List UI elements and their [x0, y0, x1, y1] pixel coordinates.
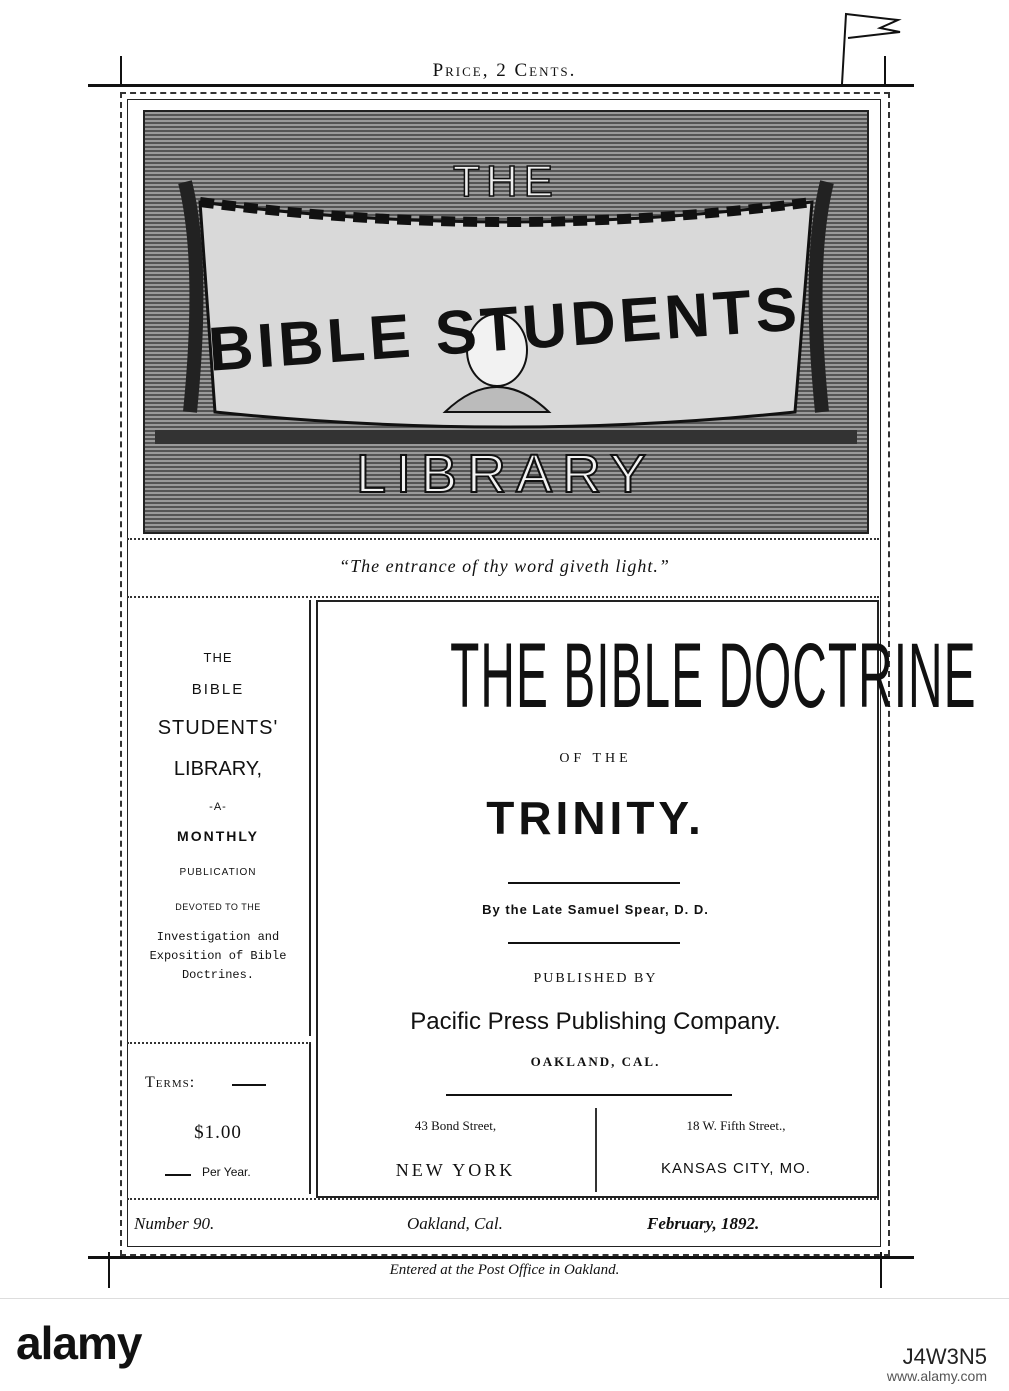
of-the: OF THE [559, 751, 632, 766]
ny-street: 43 Bond Street, [414, 1118, 497, 1133]
top-rule [88, 84, 914, 87]
terms-label: Terms: [145, 1074, 196, 1091]
issue-number: Number 90. [134, 1214, 215, 1233]
subject-title: TRINITY. [486, 792, 705, 844]
masthead-banner [143, 110, 869, 534]
issue-date: February, 1892. [647, 1214, 760, 1233]
masthead-the-text: THE [453, 157, 559, 206]
stock-band [0, 1298, 1009, 1391]
kc-city: KANSAS CITY, MO. [661, 1160, 811, 1177]
sidebar-publication: PUBLICATION [179, 867, 257, 878]
post-office-entry: Entered at the Post Office in Oakland. [389, 1262, 620, 1278]
sidebar-bible: BIBLE [191, 681, 245, 698]
terms-per: Per Year. [202, 1165, 251, 1179]
crop-mark [120, 56, 122, 86]
author-line: By the Late Samuel Spear, D. D. [482, 902, 709, 917]
sidebar-devoted: DEVOTED TO THE [175, 902, 261, 912]
sidebar-monthly: MONTHLY [177, 828, 259, 844]
sidebar-library: LIBRARY, [173, 758, 263, 780]
terms-price: $1.00 [194, 1122, 242, 1143]
terms-per-dash [165, 1174, 191, 1176]
divider [508, 882, 680, 884]
ny-city: NEW YORK [395, 1160, 516, 1180]
divider [446, 1094, 732, 1096]
issue-place: Oakland, Cal. [407, 1214, 503, 1233]
sidebar-description: Investigation and Exposition of Bible Doctrines. [149, 930, 287, 982]
stock-logo: alamy [16, 1317, 142, 1369]
sidebar-the: THE [203, 650, 233, 665]
divider [508, 942, 680, 944]
sidebar-a: -A- [209, 801, 227, 813]
masthead-library-text: LIBRARY [355, 444, 657, 504]
book-title: THE BIBLE DOCTRINE [450, 625, 977, 727]
masthead-title-text: BIBLE STUDENTS [206, 274, 803, 385]
terms-dash [232, 1084, 266, 1086]
motto: “The entrance of thy word giveth light.” [339, 556, 670, 576]
corner-flag-mark [836, 8, 906, 88]
bottom-rule [88, 1256, 914, 1259]
published-by: PUBLISHED BY [533, 971, 658, 986]
sidebar-students: STUDENTS' [157, 717, 279, 739]
stock-url: www.alamy.com [886, 1368, 987, 1384]
price-line: Price, 2 Cents. [432, 60, 577, 81]
banner-illustration [145, 112, 867, 532]
publisher-city: OAKLAND, CAL. [530, 1054, 661, 1069]
kc-street: 18 W. Fifth Street., [686, 1118, 786, 1133]
publisher-name: Pacific Press Publishing Company. [410, 1008, 781, 1035]
footer-band [127, 1198, 879, 1240]
stock-image-id: J4W3N5 [902, 1344, 987, 1369]
